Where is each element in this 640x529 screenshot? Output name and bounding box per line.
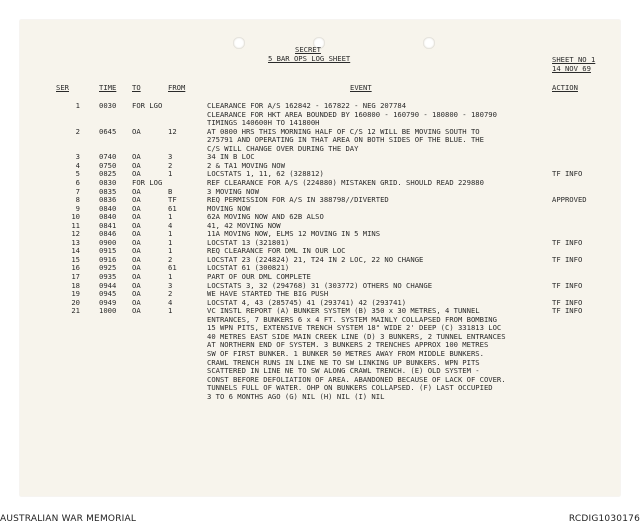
entry-action: TF INFO <box>552 169 583 179</box>
entry-time: 0740 <box>99 152 117 162</box>
entry-event: PART OF OUR DML COMPLETE <box>207 272 311 281</box>
entry-action: TF INFO <box>552 280 583 290</box>
entry-from: 4 <box>168 297 173 307</box>
entry-from: 61 <box>168 203 177 213</box>
entry-action: APPROVED <box>552 195 587 205</box>
entry-event: 275791 AND OPERATING IN THAT AREA ON BOTH SIDES OF THE BLUE. THE <box>207 135 484 145</box>
entry-to: OA <box>132 212 141 222</box>
report-line: 3 TO 6 MONTHS AGO (G) NIL (H) NIL (I) NIL <box>207 391 385 401</box>
footer-reference: RCDIG1030176 <box>568 514 640 524</box>
report-line: TUNNELS FULL OF WATER. OHP ON BUNKERS COLLAPSED. (F) LAST OCCUPIED <box>207 383 493 393</box>
entry-action: TF INFO <box>552 297 583 307</box>
column-header-from: FROM <box>168 83 186 92</box>
entry-from: 4 <box>168 220 173 230</box>
entry-from: 2 <box>168 160 173 170</box>
entry-to: OA <box>132 237 141 247</box>
entry-action: TF INFO <box>552 237 583 247</box>
entry-event: VC INSTL REPORT (A) BUNKER SYSTEM (B) 350 x 30 METRES, 4 TUNNEL <box>207 306 480 316</box>
entry-time: 0944 <box>99 280 117 290</box>
entry-time: 0840 <box>99 212 117 222</box>
entry-time: 0030 <box>99 101 117 110</box>
report-line: CONST BEFORE DEFOLIATION OF AREA. ABANDONED BECAUSE OF LACK OF COVER. <box>207 374 506 384</box>
entry-time: 0949 <box>99 297 117 307</box>
entry-from: 1 <box>168 246 173 256</box>
entry-from: B <box>168 186 173 196</box>
report-line: CRAWL TRENCH RUNS IN LINE NE TO SW LINKING UP BUNKERS. WPN PITS <box>207 357 480 367</box>
entry-event: WE HAVE STARTED THE BIG PUSH <box>207 289 329 299</box>
entry-ser: 6 <box>75 177 80 187</box>
entry-event: TIMINGS 140600H TO 141800H <box>207 118 320 128</box>
entry-event: REF CLEARANCE FOR A/S (224880) MISTAKEN GRID. SHOULD READ 229880 <box>207 177 484 187</box>
entry-ser: 10 <box>71 212 80 222</box>
entry-to: OA <box>132 203 141 213</box>
entry-time: 0900 <box>99 237 117 247</box>
entry-action: TF INFO <box>552 306 583 316</box>
column-header-to: TO <box>132 83 141 92</box>
entry-to: OA <box>132 229 141 239</box>
entry-event: LOCSTAT 13 (321801) <box>207 237 290 247</box>
entry-ser: 21 <box>71 306 80 316</box>
entry-event: MOVING NOW <box>207 203 251 213</box>
entry-time: 0945 <box>99 289 117 299</box>
entry-ser: 1 <box>75 101 80 110</box>
entry-time: 0645 <box>99 126 117 136</box>
report-line: SW OF FIRST BUNKER. 1 BUNKER 50 METRES AWAY FROM MIDDLE BUNKERS. <box>207 348 484 358</box>
entry-event: 11A MOVING NOW, ELMS 12 MOVING IN 5 MINS <box>207 229 381 239</box>
entry-time: 0846 <box>99 229 117 239</box>
entry-event: 3 MOVING NOW <box>207 186 259 196</box>
entry-ser: 8 <box>75 195 80 205</box>
entry-event: LOCSTATS 3, 32 (294768) 31 (303772) OTHERS NO CHANGE <box>207 280 433 290</box>
entry-event: LOCSTAT 23 (224824) 21, T24 IN 2 LOC, 22 NO CHANGE <box>207 254 424 264</box>
entry-to: OA <box>132 289 141 299</box>
entry-time: 1000 <box>99 306 117 316</box>
entry-ser: 18 <box>71 280 80 290</box>
entry-event: LOCSTAT 4, 43 (285745) 41 (293741) 42 (293741) <box>207 297 407 307</box>
entry-time: 0830 <box>99 177 117 187</box>
entry-event: REQ PERMISSION FOR A/S IN 388798//DIVERTED <box>207 195 389 205</box>
entry-to: OA <box>132 126 141 136</box>
report-line: 15 WPN PITS, EXTENSIVE TRENCH SYSTEM 18" WIDE 2' DEEP (C) 331813 LOC <box>207 323 502 333</box>
document-classification: SECRET <box>295 45 321 54</box>
entry-to: OA <box>132 306 141 316</box>
entry-to: OA <box>132 263 141 273</box>
entry-time: 0836 <box>99 195 117 205</box>
entry-ser: 14 <box>71 246 80 256</box>
entry-ser: 7 <box>75 186 80 196</box>
entry-to: OA <box>132 160 141 170</box>
log-date: 14 NOV 69 <box>552 64 591 73</box>
entry-from: 1 <box>168 272 173 281</box>
report-line: AT NORTHERN END OF SYSTEM. 3 BUNKERS 2 TRENCHES APPROX 100 METRES <box>207 340 489 350</box>
sheet-number: SHEET NO 1 <box>552 55 596 64</box>
report-line: SCATTERED IN LINE NE TO SW ALONG CRAWL TRENCH. (E) OLD SYSTEM - <box>207 366 480 376</box>
column-header-time: TIME <box>99 83 117 92</box>
log-sheet-paper <box>20 20 620 496</box>
entry-ser: 16 <box>71 263 80 273</box>
entry-time: 0925 <box>99 263 117 273</box>
column-header-event: EVENT <box>350 83 372 92</box>
entry-ser: 9 <box>75 203 80 213</box>
entry-from: 2 <box>168 289 173 299</box>
entry-ser: 17 <box>71 272 80 281</box>
entry-event: LOCSTATS 1, 11, 62 (328812) <box>207 169 324 179</box>
entry-to: FOR LGO <box>132 101 163 110</box>
punch-hole <box>423 37 435 49</box>
entry-to: OA <box>132 195 141 205</box>
entry-to: OA <box>132 272 141 281</box>
entry-event: 62A MOVING NOW AND 62B ALSO <box>207 212 324 222</box>
entry-to: OA <box>132 246 141 256</box>
entry-ser: 12 <box>71 229 80 239</box>
entry-from: 3 <box>168 280 173 290</box>
entry-ser: 15 <box>71 254 80 264</box>
entry-ser: 4 <box>75 160 80 170</box>
entry-to: OA <box>132 254 141 264</box>
entry-time: 0750 <box>99 160 117 170</box>
entry-event: CLEARANCE FOR A/S 162842 - 167822 - NEG 207784 <box>207 101 407 110</box>
entry-from: 1 <box>168 169 173 179</box>
entry-time: 0935 <box>99 272 117 281</box>
entry-event: LOCSTAT 61 (300821) <box>207 263 290 273</box>
entry-time: 0916 <box>99 254 117 264</box>
report-line: ENTRANCES, 7 BUNKERS 6 x 4 FT. SYSTEM MAINLY COLLAPSED FROM BOMBING <box>207 314 497 324</box>
entry-action: TF INFO <box>552 254 583 264</box>
punch-hole <box>233 37 245 49</box>
entry-to: OA <box>132 297 141 307</box>
entry-event: 34 IN B LOC <box>207 152 255 162</box>
entry-to: OA <box>132 152 141 162</box>
entry-from: 12 <box>168 126 177 136</box>
entry-ser: 20 <box>71 297 80 307</box>
entry-to: OA <box>132 280 141 290</box>
column-header-ser: SER <box>56 83 69 92</box>
entry-time: 0825 <box>99 169 117 179</box>
entry-event: CLEARANCE FOR HKT AREA BOUNDED BY 160800 - 160790 - 180800 - 180790 <box>207 109 497 119</box>
entry-time: 0840 <box>99 203 117 213</box>
entry-time: 0915 <box>99 246 117 256</box>
entry-from: 1 <box>168 229 173 239</box>
entry-from: 3 <box>168 152 173 162</box>
log-entry <box>20 111 620 120</box>
footer-source: AUSTRALIAN WAR MEMORIAL <box>0 514 137 524</box>
entry-ser: 5 <box>75 169 80 179</box>
entry-time: 0835 <box>99 186 117 196</box>
entry-time: 0841 <box>99 220 117 230</box>
entry-from: 1 <box>168 212 173 222</box>
entry-to: OA <box>132 220 141 230</box>
entry-ser: 2 <box>75 126 80 136</box>
entry-from: 2 <box>168 254 173 264</box>
entry-to: OA <box>132 169 141 179</box>
entry-to: FOR LOG <box>132 177 163 187</box>
entry-event: AT 0800 HRS THIS MORNING HALF OF C/S 12 WILL BE MOVING SOUTH TO <box>207 126 480 136</box>
entry-event: C/S WILL CHANGE OVER DURING THE DAY <box>207 143 359 153</box>
entry-event: 41, 42 MOVING NOW <box>207 220 281 230</box>
document-title: 5 BAR OPS LOG SHEET <box>268 54 351 63</box>
entry-from: TF <box>168 195 177 205</box>
entry-event: REQ CLEARANCE FOR DML IN OUR LOC <box>207 246 346 256</box>
report-line: 40 METRES EAST SIDE MAIN CREEK LINE (D) 3 BUNKERS, 2 TUNNEL ENTRANCES <box>207 331 506 341</box>
entry-ser: 3 <box>75 152 80 162</box>
column-header-action: ACTION <box>552 83 578 92</box>
entry-event: 2 & TA1 MOVING NOW <box>207 160 285 170</box>
entry-ser: 19 <box>71 289 80 299</box>
entry-ser: 11 <box>71 220 80 230</box>
entry-from: 1 <box>168 306 173 316</box>
entry-to: OA <box>132 186 141 196</box>
entry-from: 1 <box>168 237 173 247</box>
entry-ser: 13 <box>71 237 80 247</box>
entry-from: 61 <box>168 263 177 273</box>
